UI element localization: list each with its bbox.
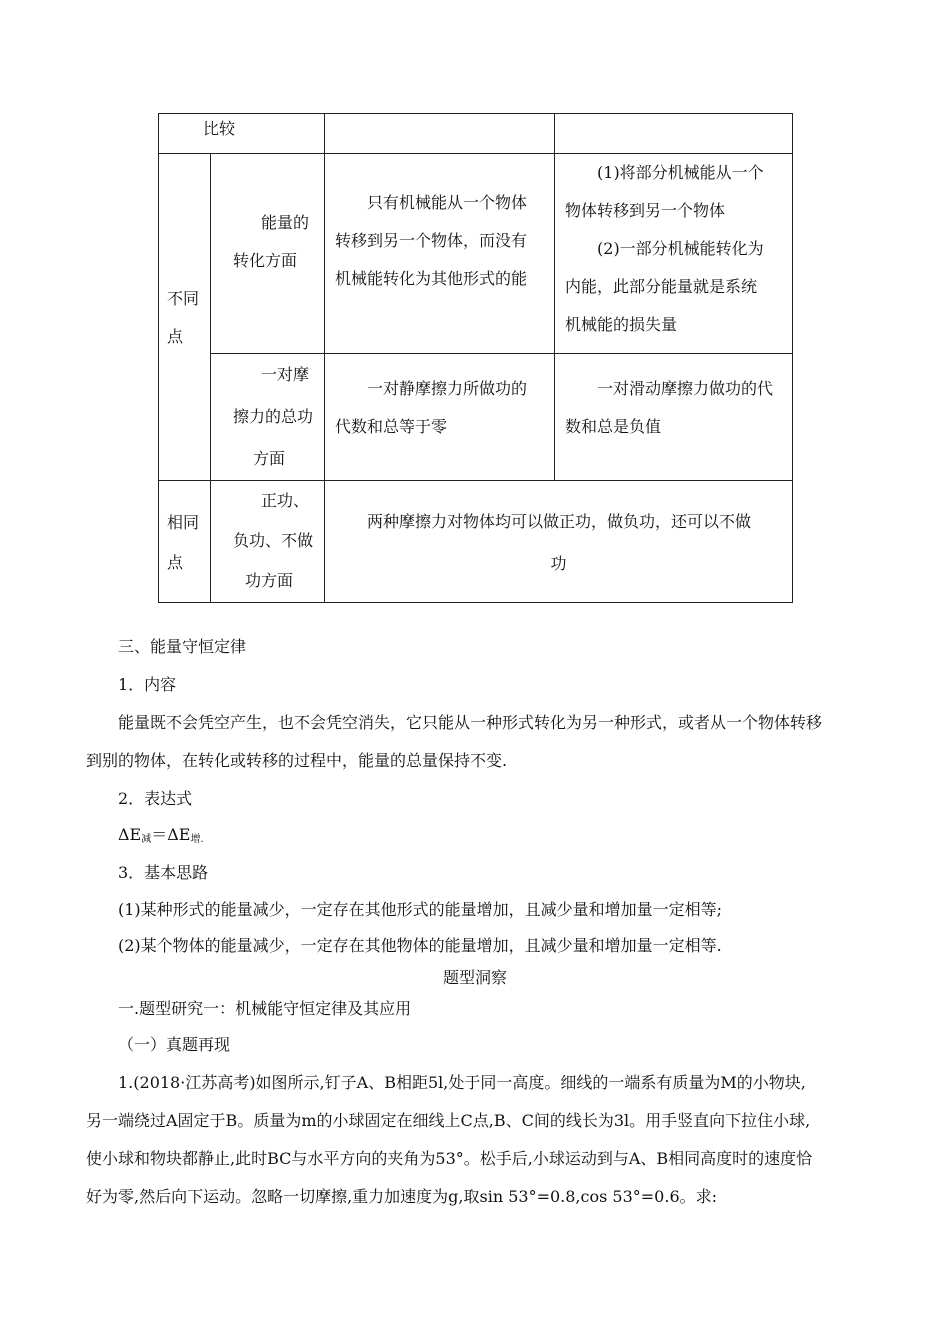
diff-label-cell [159, 154, 211, 481]
energy-static-line: 机械能转化为其他形式的能 [335, 269, 528, 288]
item-title: 2．表达式 [118, 789, 193, 808]
work-aspect-line: 一对摩 [261, 365, 310, 384]
energy-sliding-line: 物体转移到另一个物体 [565, 201, 726, 220]
energy-sliding-line: 机械能的损失量 [565, 315, 678, 334]
same-label-cell [159, 481, 211, 603]
header-compare-cell [159, 114, 325, 154]
comparison-table [158, 113, 793, 603]
header-compare-label: 比较 [203, 119, 236, 138]
paragraph-line: 能量既不会凭空产生，也不会凭空消失，它只能从一种形式转化为另一种形式，或者从一个物体转移 [118, 713, 823, 732]
question-line: 好为零,然后向下运动。忽略一切摩擦,重力加速度为g,取sin 53°=0.8,cos 53°=0.6。求: [86, 1187, 718, 1206]
research-heading: 一.题型研究一：机械能守恒定律及其应用 [118, 999, 412, 1018]
item-title: 3．基本思路 [118, 863, 209, 882]
energy-static-cell [325, 154, 555, 354]
work-static-cell [325, 354, 555, 481]
subsection-heading: （一）真题再现 [118, 1035, 231, 1054]
header-sliding-cell [555, 114, 793, 154]
energy-sliding-line: 内能，此部分能量就是系统 [565, 277, 758, 296]
same-aspect-line: 功方面 [245, 571, 294, 590]
same-aspect-line: 负功、不做 [233, 531, 314, 550]
work-sliding-cell [555, 354, 793, 481]
item-title: 1．内容 [118, 675, 177, 694]
same-label-line: 点 [167, 552, 184, 572]
diff-label-line: 点 [167, 327, 184, 346]
work-static-line: 一对静摩擦力所做功的 [367, 379, 528, 398]
same-content-line: 功 [550, 554, 567, 573]
work-aspect-line: 方面 [253, 449, 286, 468]
table-row-work [159, 354, 793, 481]
table-row-same [159, 481, 793, 603]
work-sliding-line: 数和总是负值 [565, 417, 662, 436]
work-sliding-line: 一对滑动摩擦力做功的代 [597, 379, 774, 398]
question-line: 1.(2018·江苏高考)如图所示,钉子A、B相距5l,处于同一高度。细线的一端系有质量为M的小物块, [118, 1073, 806, 1092]
insight-title: 题型洞察 [442, 968, 507, 987]
energy-sliding-line: (1)将部分机械能从一个 [597, 163, 764, 182]
question-line: 使小球和物块都静止,此时BC与水平方向的夹角为53°。松手后,小球运动到与A、B相同高度时的速度恰 [86, 1149, 813, 1168]
energy-aspect-line: 转化方面 [233, 251, 298, 270]
paragraph-line: 到别的物体，在转化或转移的过程中，能量的总量保持不变. [86, 751, 508, 770]
paragraph-line: (1)某种形式的能量减少，一定存在其他形式的能量增加，且减少量和增加量一定相等; [118, 900, 723, 919]
same-aspect-line: 正功、 [261, 491, 310, 510]
energy-static-line: 转移到另一个物体，而没有 [335, 231, 528, 250]
energy-aspect-cell [211, 154, 325, 354]
table-header-row [159, 114, 793, 154]
diff-label-line: 不同 [167, 289, 200, 308]
table-row-energy [159, 154, 793, 354]
section-title: 三、能量守恒定律 [118, 637, 247, 656]
same-label-line: 相同 [167, 512, 200, 532]
paragraph-line: (2)某个物体的能量减少，一定存在其他物体的能量增加，且减少量和增加量一定相等. [118, 936, 722, 955]
work-aspect-cell [211, 354, 325, 481]
energy-sliding-cell [555, 154, 793, 354]
work-static-line: 代数和总等于零 [335, 417, 448, 436]
energy-aspect-line: 能量的 [261, 213, 310, 232]
energy-formula: $\Delta E_减=\Delta E_{增.}$ [118, 825, 204, 845]
work-aspect-line: 擦力的总功 [233, 407, 314, 426]
same-content-line: 两种摩擦力对物体均可以做正功，做负功，还可以不做 [367, 512, 752, 531]
question-line: 另一端绕过A固定于B。质量为m的小球固定在细线上C点,B、C间的线长为3l。用手竖直向下拉住小球, [86, 1111, 811, 1130]
same-aspect-cell [211, 481, 325, 603]
energy-static-line: 只有机械能从一个物体 [367, 193, 528, 212]
header-static-cell [325, 114, 555, 154]
energy-sliding-line: (2)一部分机械能转化为 [597, 239, 764, 258]
same-content-cell [325, 481, 793, 603]
